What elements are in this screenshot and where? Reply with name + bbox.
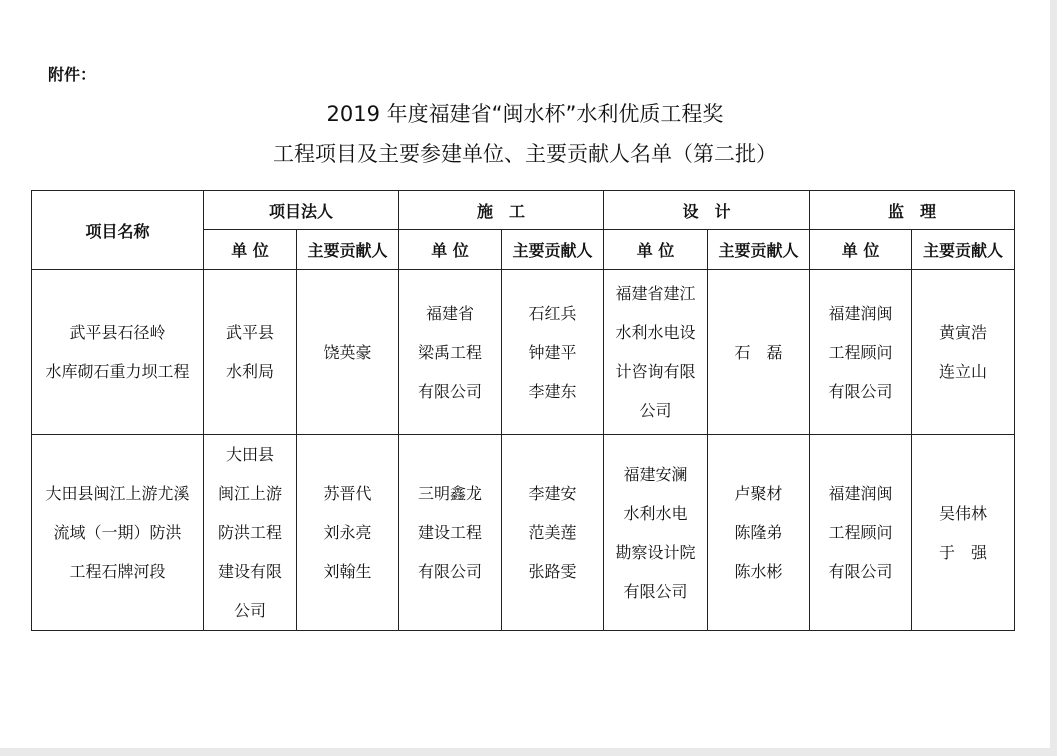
cell-text-line: 工程顾问 [828, 342, 893, 362]
design-unit-cell [604, 435, 708, 631]
header-design-unit: 单 位 [604, 230, 708, 270]
project-name-cell [32, 435, 204, 631]
owner-unit-cell [204, 435, 297, 631]
cell-text-line: 石红兵 [528, 303, 577, 323]
cell-text-line: 建设工程 [418, 523, 483, 542]
cell-text-line: 福建润闽 [828, 484, 893, 503]
document-title-line-2: 工程项目及主要参建单位、主要贡献人名单（第二批） [273, 142, 777, 166]
header-design-contributor: 主要贡献人 [708, 230, 810, 270]
cell-text-line: 水利局 [225, 362, 274, 381]
cell-text-line: 钟建平 [528, 342, 577, 362]
cell-text-line: 李建安 [528, 484, 577, 503]
supervision-unit-cell [810, 435, 912, 631]
cell-text-line: 公司 [233, 601, 266, 620]
owner-contributor-cell [297, 435, 399, 631]
project-name-cell [32, 270, 204, 435]
header-construction-unit: 单 位 [399, 230, 502, 270]
construction-unit-cell [399, 435, 502, 631]
owner-contributor-cell [297, 270, 399, 435]
cell-text-line: 陈隆弟 [734, 523, 783, 542]
header-supervision-contributor: 主要贡献人 [912, 230, 1015, 270]
header-construction-contributor: 主要贡献人 [502, 230, 604, 270]
cell-text-line: 福建省 [426, 303, 475, 323]
table-row [32, 435, 1015, 631]
supervision-contributor-cell [912, 270, 1015, 435]
cell-text-line: 大田县 [225, 445, 274, 464]
award-roster-table [31, 190, 1015, 631]
cell-text-line: 建设有限 [217, 562, 282, 581]
cell-text-line: 于 强 [939, 542, 988, 562]
supervision-unit-cell [810, 270, 912, 435]
supervision-contributor-cell [912, 435, 1015, 631]
cell-text-line: 有限公司 [418, 381, 483, 401]
cell-text-line: 范美莲 [528, 523, 577, 542]
cell-text-line: 黄寅浩 [939, 323, 988, 342]
cell-text-line: 防洪工程 [217, 523, 282, 542]
construction-contributor-cell [502, 435, 604, 631]
cell-text-line: 饶英豪 [323, 342, 372, 362]
attachment-label: 附件： [48, 65, 97, 84]
owner-unit-cell [204, 270, 297, 435]
cell-text-line: 吴伟林 [939, 503, 988, 523]
cell-text-line: 三明鑫龙 [418, 484, 483, 503]
cell-text-line: 工程石牌河段 [69, 562, 166, 581]
cell-text-line: 流域（一期）防洪 [53, 523, 182, 542]
cell-text-line: 陈水彬 [734, 562, 783, 581]
cell-text-line: 水利水电 [623, 503, 688, 523]
cell-text-line: 武平县 [225, 323, 274, 342]
cell-text-line: 福建省建江 [615, 284, 696, 303]
header-owner-unit: 单 位 [204, 230, 297, 270]
cell-text-line: 张路雯 [528, 562, 577, 581]
cell-text-line: 苏晋代 [323, 484, 372, 503]
cell-text-line: 梁禹工程 [418, 342, 483, 362]
cell-text-line: 石 磊 [734, 342, 783, 362]
design-contributor-cell [708, 435, 810, 631]
construction-contributor-cell [502, 270, 604, 435]
cell-text-line: 李建东 [528, 381, 577, 401]
cell-text-line: 有限公司 [418, 562, 483, 581]
cell-text-line: 刘永亮 [323, 523, 372, 542]
cell-text-line: 刘翰生 [323, 562, 372, 581]
header-row-groups [32, 191, 1015, 230]
header-group-owner: 项目法人 [204, 191, 399, 230]
cell-text-line: 有限公司 [828, 562, 893, 581]
cell-text-line: 大田县闽江上游尤溪 [45, 484, 190, 503]
cell-text-line: 福建润闽 [828, 303, 893, 323]
header-owner-contributor: 主要贡献人 [297, 230, 399, 270]
cell-text-line: 工程顾问 [828, 523, 893, 542]
cell-text-line: 武平县石径岭 [69, 323, 166, 342]
header-supervision-unit: 单 位 [810, 230, 912, 270]
cell-text-line: 公司 [639, 401, 672, 420]
cell-text-line: 勘察设计院 [615, 542, 696, 562]
cell-text-line: 连立山 [939, 362, 988, 381]
cell-text-line: 卢聚材 [734, 484, 783, 503]
cell-text-line: 计咨询有限 [615, 362, 696, 381]
document-title-line-1: 2019 年度福建省“闽水杯”水利优质工程奖 [326, 102, 724, 126]
table-row [32, 270, 1015, 435]
cell-text-line: 福建安澜 [623, 464, 688, 484]
cell-text-line: 有限公司 [623, 581, 688, 601]
header-group-design: 设 计 [604, 191, 810, 230]
cell-text-line: 闽江上游 [217, 484, 282, 503]
cell-text-line: 水库砌石重力坝工程 [45, 362, 190, 381]
design-unit-cell [604, 270, 708, 435]
header-project-name: 项目名称 [32, 191, 204, 270]
design-contributor-cell [708, 270, 810, 435]
cell-text-line: 有限公司 [828, 381, 893, 401]
construction-unit-cell [399, 270, 502, 435]
cell-text-line: 水利水电设 [615, 323, 696, 342]
header-group-construction: 施 工 [399, 191, 604, 230]
header-group-supervision: 监 理 [810, 191, 1015, 230]
